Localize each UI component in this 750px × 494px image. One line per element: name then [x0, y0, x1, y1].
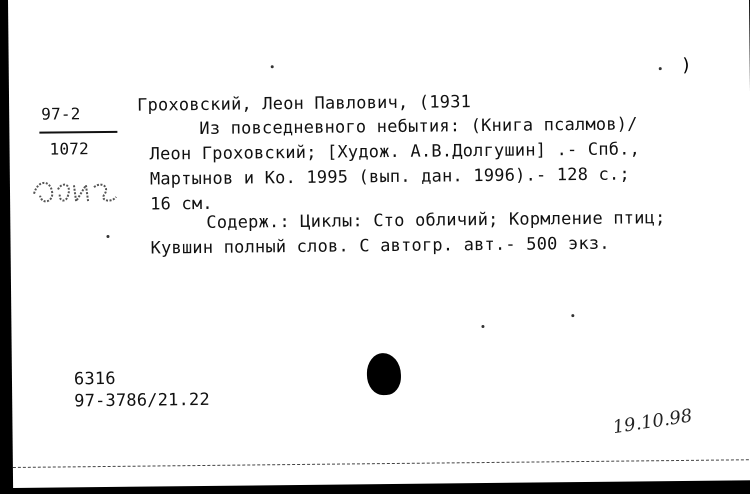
closing-paren: )	[680, 54, 692, 76]
speck	[571, 314, 574, 317]
publication-line: Мартынов и Ко. 1995 (вып. дан. 1996).- 128 с.;	[149, 164, 630, 190]
author-heading: Гроховский, Леон Павлович, (1931	[137, 92, 472, 116]
ink-blot	[367, 353, 401, 395]
class-divider	[39, 131, 117, 134]
speck	[106, 235, 109, 238]
responsibility-line: Леон Гроховский; [Худож. А.В.Долгушин] .- Спб.,	[149, 139, 641, 165]
shelf-number: 1072	[49, 139, 90, 159]
catalog-card	[8, 0, 750, 488]
speck	[271, 65, 274, 68]
order-number: 97-3786/21.22	[74, 389, 210, 412]
inventory-number: 6316	[73, 368, 116, 390]
contents-continuation: Кувшин полный слов. С автогр. авт.- 500 экз.	[150, 233, 610, 259]
contents-line: Содерж.: Циклы: Сто обличий; Кормление птиц;	[206, 208, 666, 233]
speck	[659, 67, 662, 70]
handwritten-date: 19.10.98	[611, 405, 694, 439]
speck	[481, 325, 484, 328]
dimensions-line: 16 см.	[150, 193, 213, 215]
class-number: 97-2	[41, 104, 81, 124]
title-line: Из повседневного небытия: (Книга псалмов)/	[199, 114, 638, 140]
